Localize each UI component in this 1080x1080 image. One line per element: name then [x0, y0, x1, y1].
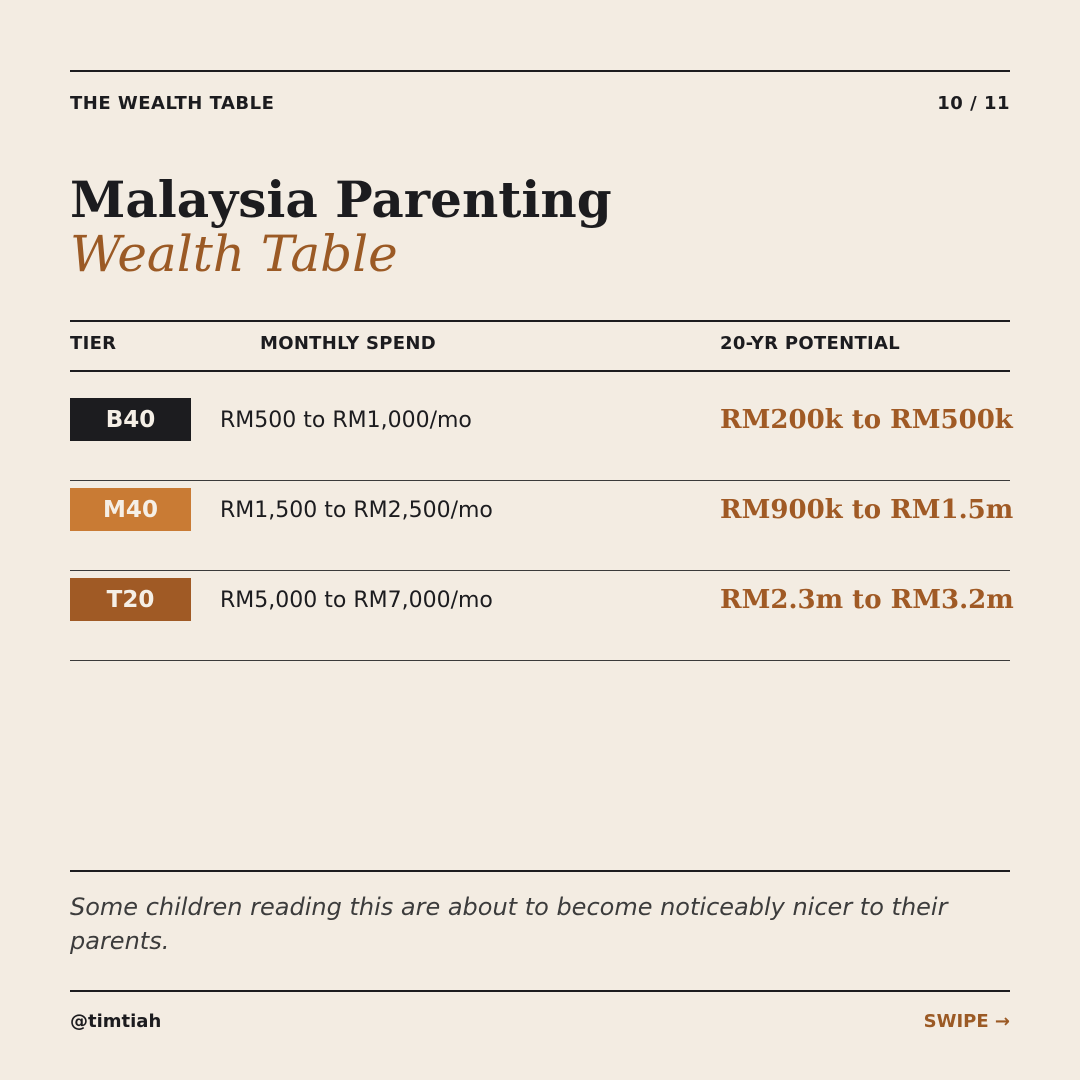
brand-label: THE WEALTH TABLE: [70, 93, 275, 114]
column-header-monthly-spend: MONTHLY SPEND: [260, 333, 436, 354]
page-subtitle: Wealth Table: [70, 225, 398, 283]
page-title: Malaysia Parenting: [70, 170, 612, 229]
row-divider: [70, 480, 1010, 481]
potential-value: RM900k to RM1.5m: [720, 495, 1014, 525]
column-header-tier: TIER: [70, 333, 117, 354]
header-bottom-rule: [70, 370, 1010, 372]
monthly-spend: RM500 to RM1,000/mo: [220, 408, 472, 433]
page-indicator: 10 / 11: [937, 93, 1010, 114]
tier-badge: M40: [70, 488, 191, 531]
potential-value: RM2.3m to RM3.2m: [720, 585, 1014, 615]
table-top-rule: [70, 320, 1010, 322]
footer-rule: [70, 990, 1010, 992]
monthly-spend: RM5,000 to RM7,000/mo: [220, 588, 493, 613]
column-header-potential: 20-YR POTENTIAL: [720, 333, 901, 354]
tier-badge: T20: [70, 578, 191, 621]
quote-top-rule: [70, 870, 1010, 872]
row-divider: [70, 570, 1010, 571]
top-rule: [70, 70, 1010, 72]
tier-badge: B40: [70, 398, 191, 441]
closing-quote: Some children reading this are about to become noticeably nicer to their parents.: [70, 893, 948, 955]
author-handle: @timtiah: [70, 1011, 162, 1032]
row-divider: [70, 660, 1010, 661]
monthly-spend: RM1,500 to RM2,500/mo: [220, 498, 493, 523]
swipe-prompt[interactable]: SWIPE →: [923, 1011, 1010, 1032]
potential-value: RM200k to RM500k: [720, 405, 1013, 435]
